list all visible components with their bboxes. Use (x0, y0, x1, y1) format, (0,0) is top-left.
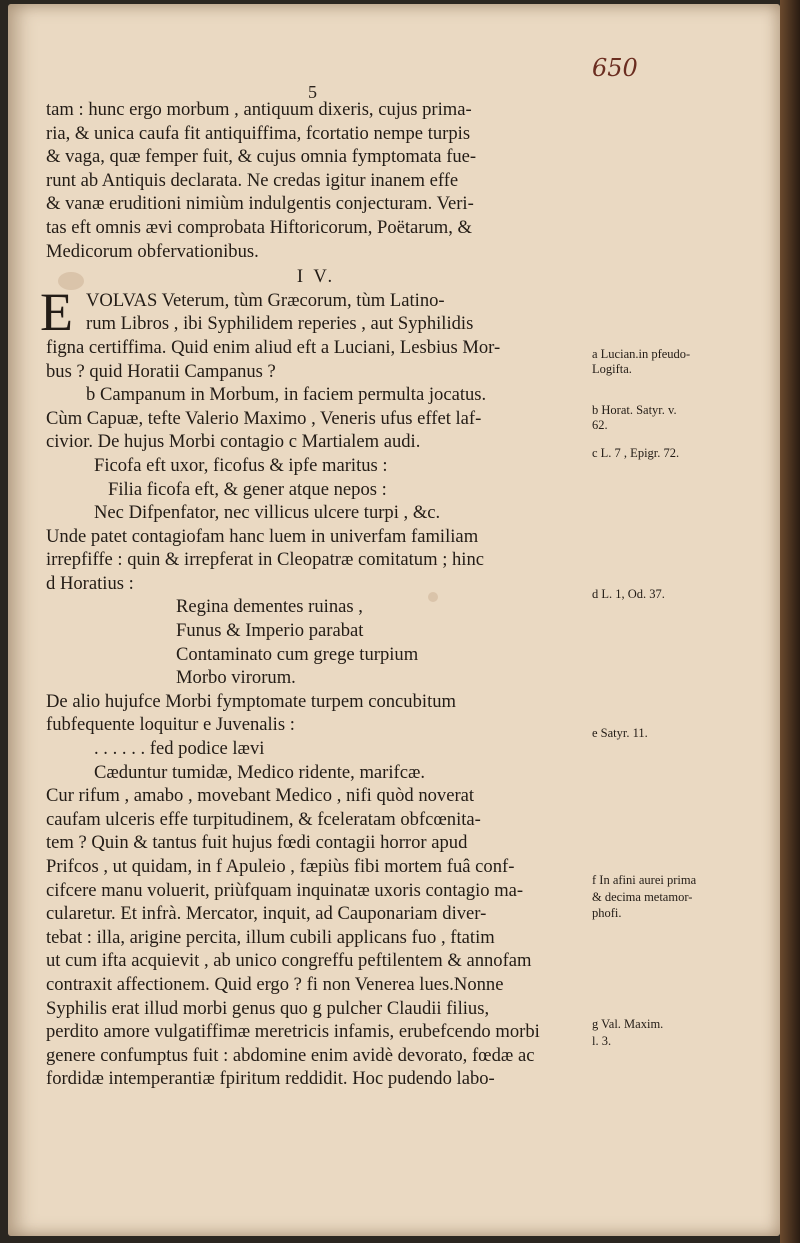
margin-note: c L. 7 , Epigr. 72. (592, 446, 680, 460)
text-line: Filia ficofa eft, & gener atque nepos : (108, 478, 387, 500)
text-line: d Horatius : (46, 572, 134, 594)
margin-note: b Horat. Satyr. v. (592, 403, 677, 417)
text-line: Funus & Imperio parabat (176, 620, 364, 642)
text-line: E VOLVAS Veterum, tùm Græcorum, tùm Latino- (40, 281, 445, 342)
text-line: civior. De hujus Morbi contagio c Martialem audi. (46, 431, 421, 453)
text-line: Cùm Capuæ, tefte Valerio Maximo , Veneris ufus effet laf- (46, 407, 482, 429)
margin-note: g Val. Maxim. (592, 1017, 664, 1031)
text-line: cifcere manu voluerit, priùfquam inquinatæ uxoris contagio ma- (46, 879, 524, 901)
margin-note: phofi. (592, 906, 622, 920)
margin-note: Logifta. (592, 362, 632, 376)
text-line: figna certiffima. Quid enim aliud eft a Luciani, Lesbius Mor- (46, 336, 501, 358)
text-line: De alio hujufce Morbi fymptomate turpem concubitum (46, 690, 456, 712)
margin-note: l. 3. (592, 1034, 612, 1048)
book-edge (780, 0, 800, 1243)
margin-note: & decima metamor- (592, 890, 693, 904)
text-line: ria, & unica caufa fit antiquiffima, fcortatio nempe turpis (46, 122, 471, 144)
text-line: Medicorum obfervationibus. (46, 240, 259, 262)
text-line: & vaga, quæ femper fuit, & cujus omnia fymptomata fue- (46, 146, 477, 168)
text-line: & vanæ eruditioni nimiùm indulgentis conjecturam. Veri- (46, 193, 474, 215)
signature-mark: 5 (308, 82, 317, 102)
text-line: fordidæ intemperantiæ fpiritum reddidit. Hoc pudendo labo- (46, 1068, 495, 1090)
text-line: Contaminato cum grege turpium (176, 643, 419, 665)
margin-note: a Lucian.in pfeudo- (592, 347, 691, 361)
text-line: tam : hunc ergo morbum , antiquum dixeris, cujus prima- (46, 99, 472, 120)
text-line: b Campanum in Morbum, in faciem permulta jocatus. (86, 384, 487, 406)
page-number: 650 (592, 54, 638, 82)
drop-cap: E (40, 281, 73, 342)
text-line: irrepfiffe : quin & irrepferat in Cleopatræ comitatum ; hinc (46, 549, 485, 571)
text-line: . . . . . . fed podice lævi (94, 738, 265, 760)
text-line: Cur rifum , amabo , movebant Medico , nifi quòd noverat (46, 785, 475, 807)
text-line: tem ? Quin & tantus fuit hujus fœdi contagii horror apud (46, 832, 468, 854)
text-line: perdito amore vulgatiffimæ meretricis infamis, erubefcendo morbi (46, 1021, 540, 1043)
margin-note: f In afini aurei prima (592, 873, 697, 887)
text-line: Morbo virorum. (176, 667, 296, 689)
margin-notes (582, 0, 772, 1200)
section-heading: I V. (296, 266, 336, 288)
text-line: contraxit affectionem. Quid ergo ? fi non Venerea lues.Nonne (46, 973, 504, 995)
text-line: Cæduntur tumidæ, Medico ridente, marifcæ. (94, 761, 426, 783)
text-line: tas eft omnis ævi comprobata Hiftoricorum, Poëtarum, & (46, 216, 473, 238)
text-line: rum Libros , ibi Syphilidem reperies , aut Syphilidis (86, 313, 474, 335)
text-line: genere confumptus fuit : abdomine enim avidè devorato, fœdæ ac (46, 1044, 535, 1066)
margin-note: e Satyr. 11. (592, 726, 648, 740)
text-line: bus ? quid Horatii Campanus ? (46, 360, 276, 382)
text-line: fubfequente loquitur e Juvenalis : (46, 714, 295, 736)
text-line: ut cum ifta acquievit , ab unico congreffu peftilentem & annofam (46, 950, 532, 972)
text-line: cularetur. Et infrà. Mercator, inquit, ad Cauponariam diver- (46, 903, 487, 925)
text-line: Prifcos , ut quidam, in f Apuleio , fæpiùs fibi mortem fuâ conf- (46, 856, 515, 877)
text-line: Syphilis erat illud morbi genus quo g pulcher Claudii filius, (46, 997, 490, 1019)
text-line: Regina dementes ruinas , (176, 596, 363, 618)
text-line: tebat : illa, arigine percita, illum cubili applicans fuo , ftatim (46, 926, 495, 948)
text-line: caufam ulceris effe turpitudinem, & fceleratam obfcœnita- (46, 808, 481, 830)
text-line: runt ab Antiquis declarata. Ne credas igitur inanem effe (46, 169, 459, 191)
margin-note: d L. 1, Od. 37. (592, 587, 665, 601)
text-line: Ficofa eft uxor, ficofus & ipfe maritus : (94, 454, 388, 476)
text-line: Nec Difpenfator, nec villicus ulcere turpi , &c. (94, 502, 441, 524)
body-text (40, 98, 586, 1091)
text-line: Unde patet contagiofam hanc luem in univerfam familiam (46, 525, 479, 547)
margin-note: 62. (592, 418, 608, 432)
